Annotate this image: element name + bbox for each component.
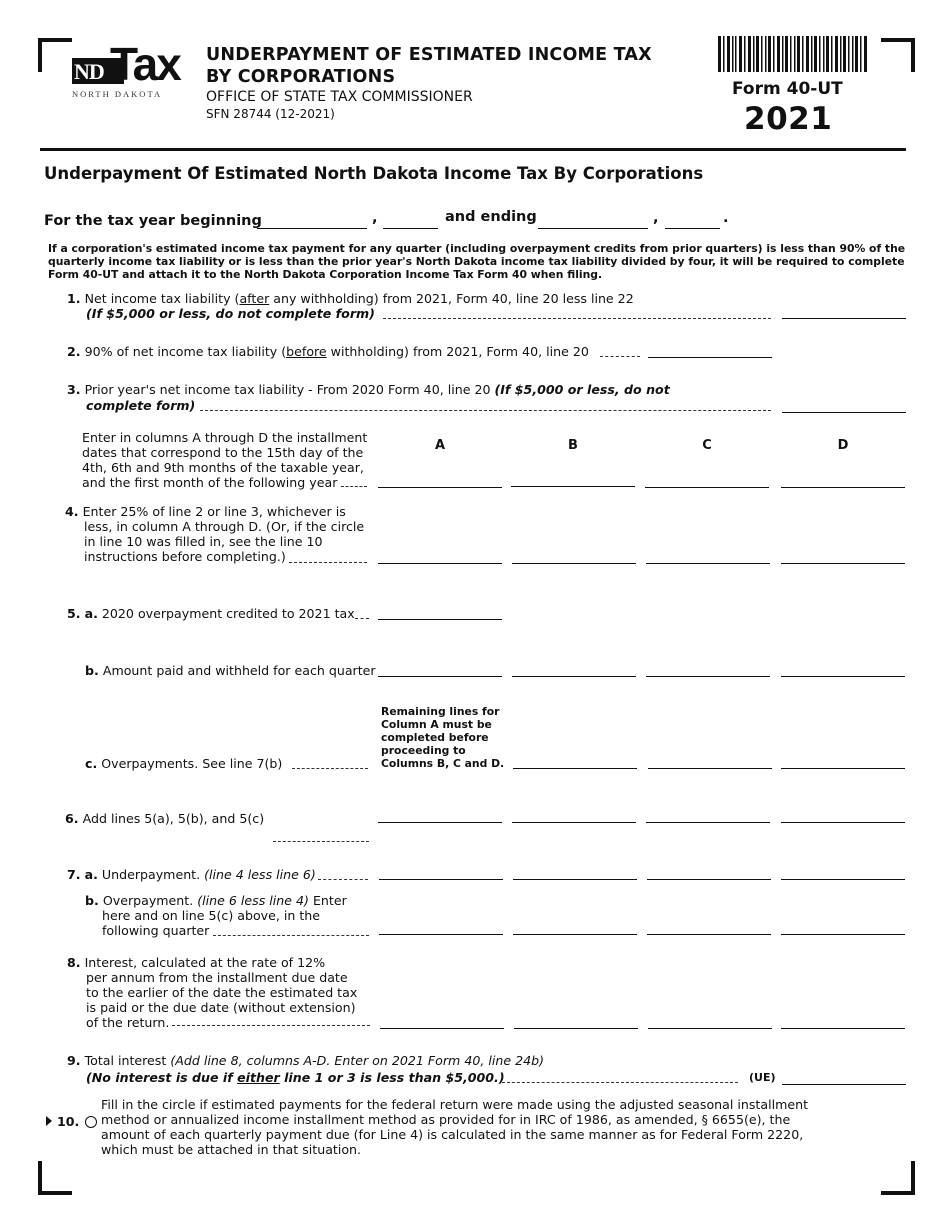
line-7a-label: 7. a. Underpayment. (line 4 less line 6) xyxy=(67,867,316,882)
tax-year-beginning-label: For the tax year beginning xyxy=(44,213,262,229)
column-c-header: C xyxy=(702,438,712,453)
line-3-amount-field[interactable] xyxy=(782,394,906,413)
line-8-a-field[interactable] xyxy=(380,1010,504,1029)
line-5c-b-field[interactable] xyxy=(513,750,637,769)
column-d-header: D xyxy=(837,438,849,453)
line-4-a-field[interactable] xyxy=(378,545,502,564)
line-5b-a-field[interactable] xyxy=(378,658,502,677)
instructions-paragraph: If a corporation's estimated income tax payment for any quarter (including overpayment credits from prior quarters) is less than 90% of the quarterly income tax liability or is less than the prior year's North Dakota income tax liability divided by four, it will be required to complete Form 40-UT and attach it to the North Dakota Corporation Income Tax Form 40 when filing. xyxy=(48,242,906,281)
line-8-d-field[interactable] xyxy=(781,1010,905,1029)
triangle-marker-icon xyxy=(46,1116,52,1126)
tax-year-end-year-field[interactable] xyxy=(665,210,720,229)
corner-mark-bottom-right xyxy=(881,1161,915,1195)
line-1-label: 1. Net income tax liability (after any withholding) from 2021, Form 40, line 20 less line 22 xyxy=(67,291,634,306)
line-7b-c-field[interactable] xyxy=(647,916,771,935)
installment-date-a-field[interactable] xyxy=(378,469,502,488)
line-6-b-field[interactable] xyxy=(512,804,636,823)
line-7b-d-field[interactable] xyxy=(781,916,905,935)
column-a-note: Remaining lines for Column A must be completed before proceeding to Columns B, C and D. xyxy=(381,705,505,770)
line-5c-label: c. Overpayments. See line 7(b) xyxy=(85,756,283,771)
line-5b-label: b. Amount paid and withheld for each quarter xyxy=(85,663,376,678)
line-7a-c-field[interactable] xyxy=(647,861,771,880)
line-6-d-field[interactable] xyxy=(781,804,905,823)
tax-year-end-date-field[interactable] xyxy=(538,210,648,229)
line-8-label: 8. Interest, calculated at the rate of 12% per annum from the installment due date to the earlier of the date the estimated tax is paid or the due date (without extension) of the return. xyxy=(67,955,358,1030)
installment-date-c-field[interactable] xyxy=(645,469,769,488)
line-10-fill-circle[interactable] xyxy=(85,1116,97,1128)
ue-code-label: (UE) xyxy=(749,1071,776,1084)
line-4-label: 4. Enter 25% of line 2 or line 3, whichever is less, in column A through D. (Or, if the circle in line 10 was filled in, see the line 10 instructions before completing.) xyxy=(65,504,365,564)
line-5b-d-field[interactable] xyxy=(781,658,905,677)
line-5a-a-field[interactable] xyxy=(378,601,502,620)
line-7b-a-field[interactable] xyxy=(379,916,503,935)
line-8-b-field[interactable] xyxy=(514,1010,638,1029)
line-5c-d-field[interactable] xyxy=(781,750,905,769)
nd-tax-logo: ND Tax NORTH DAKOTA xyxy=(72,38,180,99)
tax-year-ending-label: and ending xyxy=(445,209,537,225)
line-7b-label: b. Overpayment. (line 6 less line 4) Enter here and on line 5(c) above, in the following quarter xyxy=(85,893,347,938)
header-rule xyxy=(40,148,906,151)
form-number: Form 40-UT xyxy=(732,79,843,99)
form-title-line2: BY CORPORATIONS xyxy=(206,67,396,87)
installment-date-d-field[interactable] xyxy=(781,469,905,488)
line-2-amount-field[interactable] xyxy=(648,339,772,358)
line-5b-b-field[interactable] xyxy=(512,658,636,677)
line-9-label: 9. Total interest (Add line 8, columns A-D. Enter on 2021 Form 40, line 24b) xyxy=(67,1053,545,1068)
installment-date-b-field[interactable] xyxy=(511,468,635,487)
line-2-label: 2. 90% of net income tax liability (before withholding) from 2021, Form 40, line 20 xyxy=(67,344,589,359)
form-title-line1: UNDERPAYMENT OF ESTIMATED INCOME TAX xyxy=(206,45,652,65)
line-7b-b-field[interactable] xyxy=(513,916,637,935)
line-4-c-field[interactable] xyxy=(646,545,770,564)
column-b-header: B xyxy=(568,438,578,453)
line-5c-c-field[interactable] xyxy=(648,750,772,769)
line-5b-c-field[interactable] xyxy=(646,658,770,677)
corner-mark-bottom-left xyxy=(38,1161,72,1195)
line-1-amount-field[interactable] xyxy=(782,300,906,319)
office-name: OFFICE OF STATE TAX COMMISSIONER xyxy=(206,89,473,105)
form-year: 2021 xyxy=(744,101,833,137)
line-10-text: Fill in the circle if estimated payments for the federal return were made using the adjusted seasonal installment method or annualized income installment method as provided for in IRC of 1986, as amended, § 6655(e), the amount of each quarterly payment due (for Line 4) is calculated in the same manner as for Federal Form 2220, which must be attached in that situation. xyxy=(101,1097,809,1157)
line-3-label: 3. Prior year's net income tax liability - From 2020 Form 40, line 20 (If $5,000 or less, do not xyxy=(67,382,670,397)
tax-year-begin-date-field[interactable] xyxy=(257,210,367,229)
line-9-total-interest-field[interactable] xyxy=(782,1066,906,1085)
column-a-header: A xyxy=(434,438,446,453)
barcode xyxy=(718,36,868,72)
corner-mark-top-left xyxy=(38,38,72,72)
tax-year-begin-year-field[interactable] xyxy=(383,210,438,229)
line-6-c-field[interactable] xyxy=(646,804,770,823)
line-7a-b-field[interactable] xyxy=(513,861,637,880)
line-4-d-field[interactable] xyxy=(781,545,905,564)
corner-mark-top-right xyxy=(881,38,915,72)
line-7a-a-field[interactable] xyxy=(379,861,503,880)
columns-intro-text: Enter in columns A through D the installment dates that correspond to the 15th day of the 4th, 6th and 9th months of the taxable year, and the first month of the following year xyxy=(82,430,368,490)
line-4-b-field[interactable] xyxy=(512,545,636,564)
sfn-number: SFN 28744 (12-2021) xyxy=(206,107,335,121)
form-subtitle: Underpayment Of Estimated North Dakota Income Tax By Corporations xyxy=(44,164,704,183)
line-7a-d-field[interactable] xyxy=(781,861,905,880)
line-6-a-field[interactable] xyxy=(378,804,502,823)
line-8-c-field[interactable] xyxy=(648,1010,772,1029)
line-5a-label: 5. a. 2020 overpayment credited to 2021 tax xyxy=(67,606,355,621)
line-6-label: 6. Add lines 5(a), 5(b), and 5(c) xyxy=(65,811,265,826)
